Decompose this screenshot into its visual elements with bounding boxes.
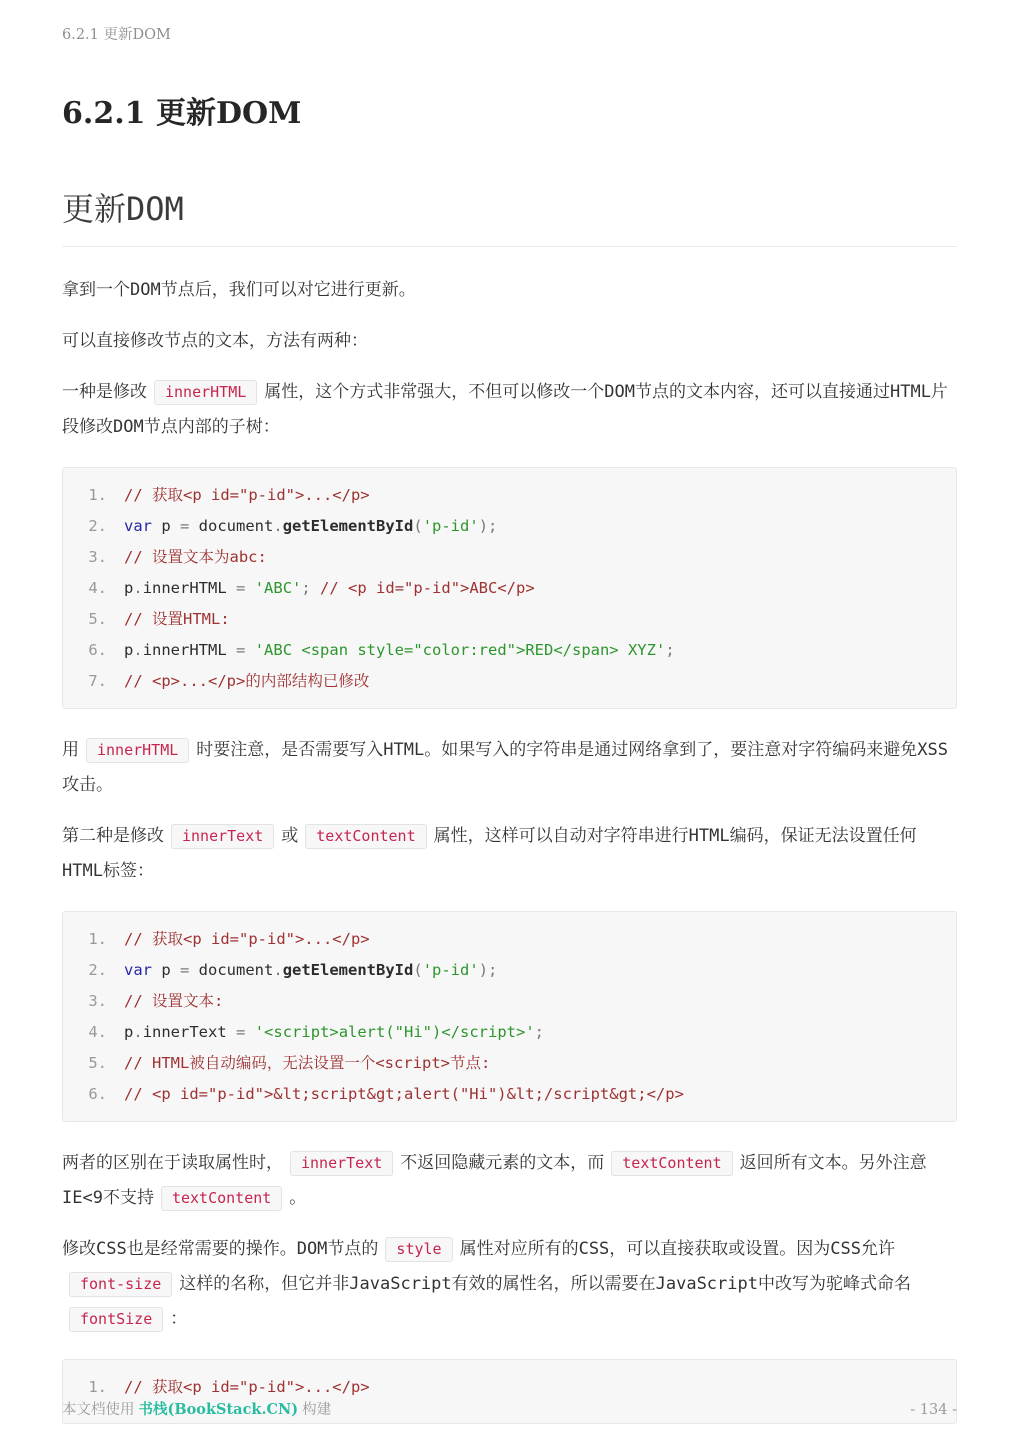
inline-code: font-size — [69, 1272, 172, 1297]
page-title: 6.2.1 更新DOM — [62, 96, 302, 131]
footer-text-suffix: 构建 — [302, 1402, 332, 1418]
code-line: 4. p.innerText = '<script>alert("Hi")</script>'; — [63, 1017, 940, 1048]
line-number: 4. — [88, 1023, 107, 1041]
inline-code: textContent — [305, 824, 426, 849]
line-number: 7. — [88, 672, 107, 690]
code-line: 3. // 设置文本: — [63, 986, 940, 1017]
footer-brand-link[interactable]: 书栈(BookStack.CN) — [138, 1401, 299, 1418]
line-number: 4. — [88, 579, 107, 597]
footer-attribution — [62, 1398, 331, 1419]
line-number: 6. — [88, 641, 107, 659]
line-number: 6. — [88, 1085, 107, 1103]
line-number: 2. — [88, 517, 107, 535]
code-block-innertext — [62, 911, 957, 1122]
line-number: 3. — [88, 548, 107, 566]
line-number: 3. — [88, 992, 107, 1010]
paragraph: 用 innerHTML 时要注意，是否需要写入HTML。如果写入的字符串是通过网络拿到了，要注意对字符编码来避免XSS攻击。 — [62, 740, 948, 795]
code-line: 5. // HTML被自动编码，无法设置一个<script>节点: — [63, 1048, 940, 1079]
inline-code: innerText — [290, 1151, 393, 1176]
code-line: 6. p.innerHTML = 'ABC <span style="color:red">RED</span> XYZ'; — [63, 635, 940, 666]
line-number: 1. — [88, 1378, 107, 1396]
inline-code: textContent — [161, 1186, 282, 1211]
inline-code: innerHTML — [86, 738, 189, 763]
code-line: 2. var p = document.getElementById('p-id'); — [63, 955, 940, 986]
inline-code: fontSize — [69, 1307, 163, 1332]
inline-code: style — [385, 1237, 452, 1262]
line-number: 1. — [88, 930, 107, 948]
code-line: 7. // <p>...</p>的内部结构已修改 — [63, 666, 940, 697]
code-line: 1. // 获取<p id="p-id">...</p> — [63, 1372, 940, 1403]
code-line: 5. // 设置HTML: — [63, 604, 940, 635]
code-line: 2. var p = document.getElementById('p-id'); — [63, 511, 940, 542]
paragraph: 可以直接修改节点的文本，方法有两种： — [62, 331, 368, 351]
line-number: 1. — [88, 486, 107, 504]
page-number: - 134 - — [910, 1402, 957, 1418]
paragraph: 一种是修改 innerHTML 属性，这个方式非常强大，不但可以修改一个DOM节点的文本内容，还可以直接通过HTML片段修改DOM节点内部的子树： — [62, 382, 948, 437]
footer-text-prefix: 本文档使用 — [62, 1402, 135, 1418]
paragraph: 第二种是修改 innerText 或 textContent 属性，这样可以自动对字符串进行HTML编码，保证无法设置任何HTML标签： — [62, 826, 917, 881]
line-number: 5. — [88, 1054, 107, 1072]
paragraph: 修改CSS也是经常需要的操作。DOM节点的 style 属性对应所有的CSS，可以直接获取或设置。因为CSS允许font-size 这样的名称，但它并非JavaScript有效的属性名，所以需要在JavaScript中改写为驼峰式命名fontSize ： — [62, 1232, 957, 1337]
section-heading: 更新DOM — [62, 184, 957, 247]
inline-code: innerHTML — [154, 380, 257, 405]
code-line: 1. // 获取<p id="p-id">...</p> — [63, 480, 940, 511]
code-line: 4. p.innerHTML = 'ABC'; // <p id="p-id">ABC</p> — [63, 573, 940, 604]
code-line: 3. // 设置文本为abc: — [63, 542, 940, 573]
running-header: 6.2.1 更新DOM — [62, 27, 171, 43]
code-line: 1. // 获取<p id="p-id">...</p> — [63, 924, 940, 955]
paragraph: 两者的区别在于读取属性时， innerText 不返回隐藏元素的文本，而 textContent 返回所有文本。另外注意IE<9不支持 textContent 。 — [62, 1146, 957, 1216]
inline-code: innerText — [171, 824, 274, 849]
page-footer — [62, 1398, 957, 1419]
code-block-innerhtml — [62, 467, 957, 709]
paragraph: 拿到一个DOM节点后，我们可以对它进行更新。 — [62, 280, 416, 300]
line-number: 5. — [88, 610, 107, 628]
line-number: 2. — [88, 961, 107, 979]
code-line: 6. // <p id="p-id">&lt;script&gt;alert("Hi")&lt;/script&gt;</p> — [63, 1079, 940, 1110]
inline-code: textContent — [611, 1151, 732, 1176]
